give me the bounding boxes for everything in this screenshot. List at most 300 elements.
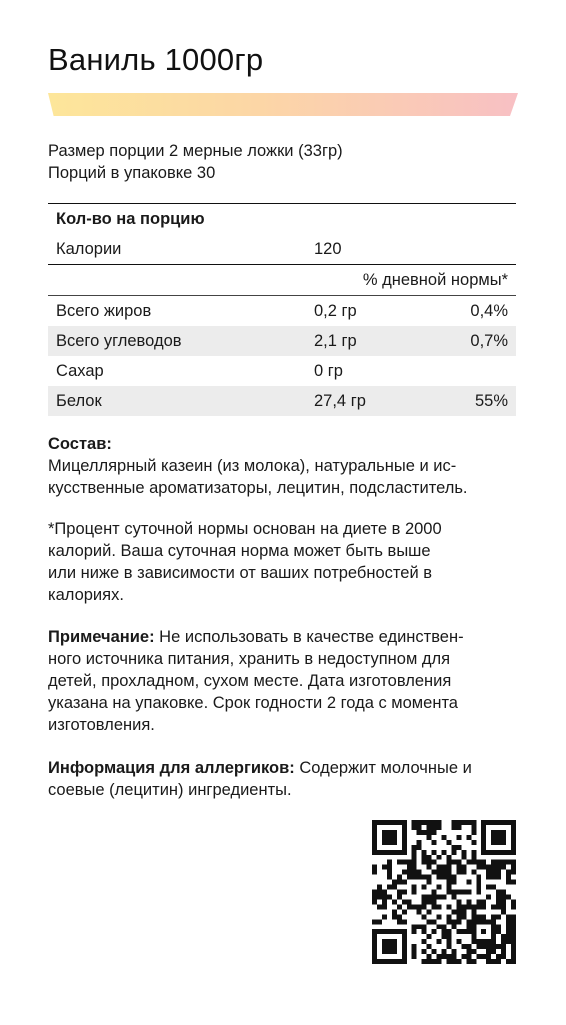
qr-module: [486, 820, 491, 825]
qr-module: [476, 875, 481, 880]
qr-module: [442, 894, 447, 899]
qr-module: [446, 855, 451, 860]
qr-module: [511, 924, 516, 929]
qr-module: [437, 885, 442, 890]
qr-module: [392, 959, 397, 964]
qr-module: [402, 850, 407, 855]
footnote-line: или ниже в зависимости от ваших потребностей в: [48, 564, 433, 582]
qr-module: [511, 949, 516, 954]
qr-module: [511, 959, 516, 964]
qr-module: [491, 904, 496, 909]
qr-module: [461, 914, 466, 919]
qr-module: [501, 840, 506, 845]
qr-module: [491, 949, 496, 954]
nutrient-row-carbs: [48, 326, 516, 356]
qr-module: [466, 880, 471, 885]
qr-module: [412, 825, 417, 830]
qr-module: [442, 954, 447, 959]
qr-module: [476, 885, 481, 890]
qr-module: [402, 880, 407, 885]
qr-module: [432, 959, 437, 964]
qr-module: [412, 904, 417, 909]
qr-module: [451, 880, 456, 885]
qr-module: [496, 899, 501, 904]
qr-module: [392, 939, 397, 944]
qr-module: [437, 939, 442, 944]
qr-module: [442, 875, 447, 880]
qr-module: [412, 860, 417, 865]
qr-module: [481, 825, 486, 830]
qr-module: [491, 914, 496, 919]
qr-module: [417, 875, 422, 880]
qr-module: [451, 845, 456, 850]
qr-module: [481, 904, 486, 909]
qr-module: [382, 865, 387, 870]
qr-module: [432, 929, 437, 934]
qr-module: [451, 919, 456, 924]
qr-module: [461, 954, 466, 959]
qr-module: [451, 909, 456, 914]
qr-module: [417, 825, 422, 830]
allergy-line: [48, 757, 518, 779]
qr-module: [392, 835, 397, 840]
qr-module: [476, 944, 481, 949]
qr-module: [427, 855, 432, 860]
qr-module: [471, 959, 476, 964]
composition-line: Мицеллярный казеин (из молока), натуральные и ис-: [48, 457, 457, 475]
qr-module: [456, 845, 461, 850]
qr-module: [422, 914, 427, 919]
qr-module: [422, 949, 427, 954]
qr-module: [432, 870, 437, 875]
qr-module: [491, 885, 496, 890]
qr-module: [446, 840, 451, 845]
qr-module: [511, 835, 516, 840]
qr-module: [392, 830, 397, 835]
qr-module: [382, 949, 387, 954]
qr-module: [427, 934, 432, 939]
qr-module: [442, 835, 447, 840]
qr-module: [496, 875, 501, 880]
qr-module: [437, 959, 442, 964]
qr-module: [506, 939, 511, 944]
qr-module: [432, 949, 437, 954]
nutrient-row-fat: [48, 296, 516, 326]
qr-module: [466, 919, 471, 924]
note-line: изготовления.: [48, 716, 155, 734]
qr-module: [407, 860, 412, 865]
qr-module: [397, 860, 402, 865]
qr-module: [461, 850, 466, 855]
qr-module: [427, 894, 432, 899]
qr-module: [466, 820, 471, 825]
qr-module: [481, 865, 486, 870]
qr-module: [387, 835, 392, 840]
qr-module: [372, 934, 377, 939]
qr-module: [456, 914, 461, 919]
qr-module: [461, 855, 466, 860]
qr-module: [422, 885, 427, 890]
qr-module: [397, 890, 402, 895]
qr-module: [437, 870, 442, 875]
qr-module: [491, 959, 496, 964]
servings-per-package: Порций в упаковке 30: [48, 164, 216, 182]
qr-module: [511, 919, 516, 924]
qr-module: [476, 880, 481, 885]
qr-module: [417, 840, 422, 845]
qr-module: [511, 830, 516, 835]
nutrient-label: Сахар: [56, 362, 104, 380]
qr-module: [387, 949, 392, 954]
qr-module: [446, 959, 451, 964]
qr-module: [422, 959, 427, 964]
qr-module: [432, 919, 437, 924]
qr-module: [511, 870, 516, 875]
qr-module: [377, 885, 382, 890]
qr-module: [506, 860, 511, 865]
qr-module: [422, 850, 427, 855]
qr-module: [446, 875, 451, 880]
qr-module: [446, 944, 451, 949]
nutrient-daily-value: 55%: [474, 392, 508, 410]
qr-module: [511, 840, 516, 845]
qr-module: [476, 954, 481, 959]
qr-module: [471, 924, 476, 929]
qr-module: [382, 959, 387, 964]
qr-module: [402, 929, 407, 934]
qr-module: [387, 929, 392, 934]
qr-module: [437, 825, 442, 830]
qr-module: [446, 934, 451, 939]
qr-module: [491, 830, 496, 835]
qr-module: [387, 860, 392, 865]
qr-module: [402, 830, 407, 835]
qr-module: [456, 959, 461, 964]
qr-module: [471, 929, 476, 934]
qr-module: [372, 929, 377, 934]
qr-module: [402, 909, 407, 914]
qr-module: [511, 820, 516, 825]
qr-module: [417, 830, 422, 835]
qr-module: [471, 909, 476, 914]
qr-module: [377, 894, 382, 899]
qr-module: [501, 860, 506, 865]
nutrition-header: Кол-во на порцию: [56, 210, 205, 228]
qr-module: [481, 899, 486, 904]
qr-module: [496, 954, 501, 959]
qr-module: [387, 830, 392, 835]
qr-module: [506, 875, 511, 880]
qr-module: [456, 835, 461, 840]
qr-module: [481, 944, 486, 949]
qr-module: [427, 835, 432, 840]
qr-module: [511, 944, 516, 949]
qr-module: [392, 899, 397, 904]
qr-module: [427, 830, 432, 835]
qr-module: [451, 860, 456, 865]
qr-module: [476, 904, 481, 909]
qr-module: [387, 820, 392, 825]
qr-module: [412, 870, 417, 875]
qr-module: [382, 939, 387, 944]
qr-module: [476, 939, 481, 944]
qr-module: [432, 850, 437, 855]
qr-module: [471, 860, 476, 865]
note-line: ного источника питания, хранить в недоступном для: [48, 650, 451, 668]
qr-module: [496, 850, 501, 855]
qr-module: [466, 959, 471, 964]
qr-module: [422, 939, 427, 944]
qr-module: [397, 875, 402, 880]
qr-module: [392, 840, 397, 845]
qr-module: [471, 870, 476, 875]
qr-module: [491, 939, 496, 944]
qr-module: [466, 944, 471, 949]
qr-module: [506, 959, 511, 964]
qr-module: [451, 949, 456, 954]
calories-row: [48, 234, 516, 265]
qr-module: [397, 880, 402, 885]
qr-module: [471, 830, 476, 835]
qr-module: [506, 870, 511, 875]
qr-module: [446, 929, 451, 934]
qr-module: [501, 909, 506, 914]
qr-module: [486, 919, 491, 924]
qr-module: [412, 954, 417, 959]
qr-module: [372, 840, 377, 845]
qr-module: [466, 949, 471, 954]
qr-module: [451, 959, 456, 964]
qr-module: [402, 840, 407, 845]
qr-module: [481, 830, 486, 835]
qr-module: [511, 939, 516, 944]
qr-module: [446, 860, 451, 865]
qr-module: [481, 939, 486, 944]
qr-module: [481, 954, 486, 959]
allergy-text: Содержит молочные и: [294, 759, 472, 777]
qr-module: [451, 820, 456, 825]
qr-module: [471, 919, 476, 924]
qr-module: [491, 860, 496, 865]
qr-module: [442, 949, 447, 954]
qr-module: [476, 919, 481, 924]
qr-module: [496, 929, 501, 934]
qr-module: [387, 959, 392, 964]
qr-module: [451, 825, 456, 830]
qr-module: [387, 840, 392, 845]
qr-module: [427, 875, 432, 880]
qr-module: [511, 929, 516, 934]
qr-module: [392, 914, 397, 919]
qr-module: [501, 899, 506, 904]
qr-module: [402, 934, 407, 939]
qr-module: [407, 870, 412, 875]
qr-module: [422, 899, 427, 904]
qr-module: [382, 904, 387, 909]
nutrient-amount: 0 гр: [314, 362, 343, 380]
qr-module: [417, 909, 422, 914]
qr-module: [382, 830, 387, 835]
qr-module: [392, 885, 397, 890]
qr-module: [382, 944, 387, 949]
qr-code-icon: [372, 820, 516, 964]
qr-module: [392, 880, 397, 885]
qr-module: [417, 924, 422, 929]
qr-module: [456, 860, 461, 865]
qr-module: [511, 904, 516, 909]
qr-module: [496, 904, 501, 909]
daily-value-header: % дневной нормы*: [362, 271, 508, 289]
footnote-line: *Процент суточной нормы основан на диете в 2000: [48, 520, 442, 538]
qr-module: [397, 820, 402, 825]
qr-module: [382, 890, 387, 895]
qr-module: [486, 939, 491, 944]
qr-module: [501, 890, 506, 895]
qr-module: [402, 845, 407, 850]
qr-module: [461, 870, 466, 875]
qr-module: [446, 939, 451, 944]
qr-module: [377, 820, 382, 825]
qr-module: [506, 914, 511, 919]
qr-module: [471, 855, 476, 860]
qr-module: [486, 954, 491, 959]
qr-module: [481, 860, 486, 865]
qr-module: [476, 890, 481, 895]
qr-module: [427, 944, 432, 949]
calories-value: 120: [314, 240, 342, 258]
qr-module: [471, 820, 476, 825]
qr-module: [471, 934, 476, 939]
calories-label: Калории: [56, 240, 122, 258]
allergy-line: соевые (лецитин) ингредиенты.: [48, 781, 292, 799]
qr-module: [491, 924, 496, 929]
qr-module: [427, 825, 432, 830]
qr-module: [402, 949, 407, 954]
note-heading: Примечание:: [48, 628, 155, 646]
qr-module: [461, 904, 466, 909]
qr-module: [496, 959, 501, 964]
qr-module: [427, 820, 432, 825]
qr-module: [466, 924, 471, 929]
qr-module: [506, 880, 511, 885]
qr-module: [496, 890, 501, 895]
note-line: указана на упаковке. Срок годности 2 года с момента: [48, 694, 458, 712]
qr-module: [511, 845, 516, 850]
qr-module: [491, 875, 496, 880]
qr-module: [372, 870, 377, 875]
qr-module: [491, 820, 496, 825]
qr-module: [486, 875, 491, 880]
qr-module: [432, 904, 437, 909]
footnote-line: калориях.: [48, 586, 124, 604]
qr-module: [427, 865, 432, 870]
qr-module: [397, 919, 402, 924]
qr-module: [461, 944, 466, 949]
qr-module: [382, 840, 387, 845]
qr-module: [417, 870, 422, 875]
qr-module: [446, 890, 451, 895]
qr-module: [432, 830, 437, 835]
qr-module: [377, 890, 382, 895]
qr-module: [387, 865, 392, 870]
qr-module: [466, 890, 471, 895]
qr-module: [382, 835, 387, 840]
qr-module: [471, 949, 476, 954]
qr-module: [496, 865, 501, 870]
qr-module: [402, 820, 407, 825]
qr-module: [422, 860, 427, 865]
nutrient-amount: 27,4 гр: [314, 392, 366, 410]
qr-module: [397, 914, 402, 919]
qr-module: [407, 904, 412, 909]
qr-module: [437, 855, 442, 860]
qr-module: [427, 909, 432, 914]
qr-module: [501, 830, 506, 835]
qr-module: [506, 850, 511, 855]
qr-module: [456, 909, 461, 914]
qr-module: [422, 894, 427, 899]
qr-module: [412, 924, 417, 929]
qr-module: [392, 850, 397, 855]
qr-module: [397, 904, 402, 909]
qr-module: [372, 944, 377, 949]
qr-module: [422, 830, 427, 835]
nutrient-amount: 2,1 гр: [314, 332, 357, 350]
qr-module: [397, 959, 402, 964]
qr-module: [481, 845, 486, 850]
qr-module: [501, 894, 506, 899]
qr-module: [392, 944, 397, 949]
qr-module: [491, 840, 496, 845]
qr-module: [412, 850, 417, 855]
qr-module: [471, 904, 476, 909]
qr-module: [491, 934, 496, 939]
nutrient-row-protein: [48, 386, 516, 417]
qr-module: [511, 865, 516, 870]
qr-module: [506, 894, 511, 899]
qr-module: [501, 954, 506, 959]
qr-module: [456, 890, 461, 895]
qr-module: [397, 850, 402, 855]
qr-module: [422, 875, 427, 880]
qr-module: [417, 820, 422, 825]
qr-module: [446, 880, 451, 885]
qr-module: [491, 944, 496, 949]
qr-module: [506, 820, 511, 825]
qr-module: [372, 865, 377, 870]
qr-module: [432, 820, 437, 825]
qr-module: [402, 835, 407, 840]
qr-module: [402, 954, 407, 959]
qr-module: [476, 860, 481, 865]
note-section: [48, 626, 518, 736]
qr-module: [422, 904, 427, 909]
qr-module: [456, 870, 461, 875]
qr-module: [402, 860, 407, 865]
qr-module: [442, 929, 447, 934]
qr-module: [442, 850, 447, 855]
qr-module: [506, 929, 511, 934]
qr-module: [422, 924, 427, 929]
qr-module: [412, 929, 417, 934]
qr-module: [372, 825, 377, 830]
qr-module: [387, 875, 392, 880]
qr-module: [412, 875, 417, 880]
nutrient-daily-value: 0,4%: [470, 302, 508, 320]
qr-module: [446, 914, 451, 919]
qr-module: [481, 835, 486, 840]
qr-module: [491, 919, 496, 924]
